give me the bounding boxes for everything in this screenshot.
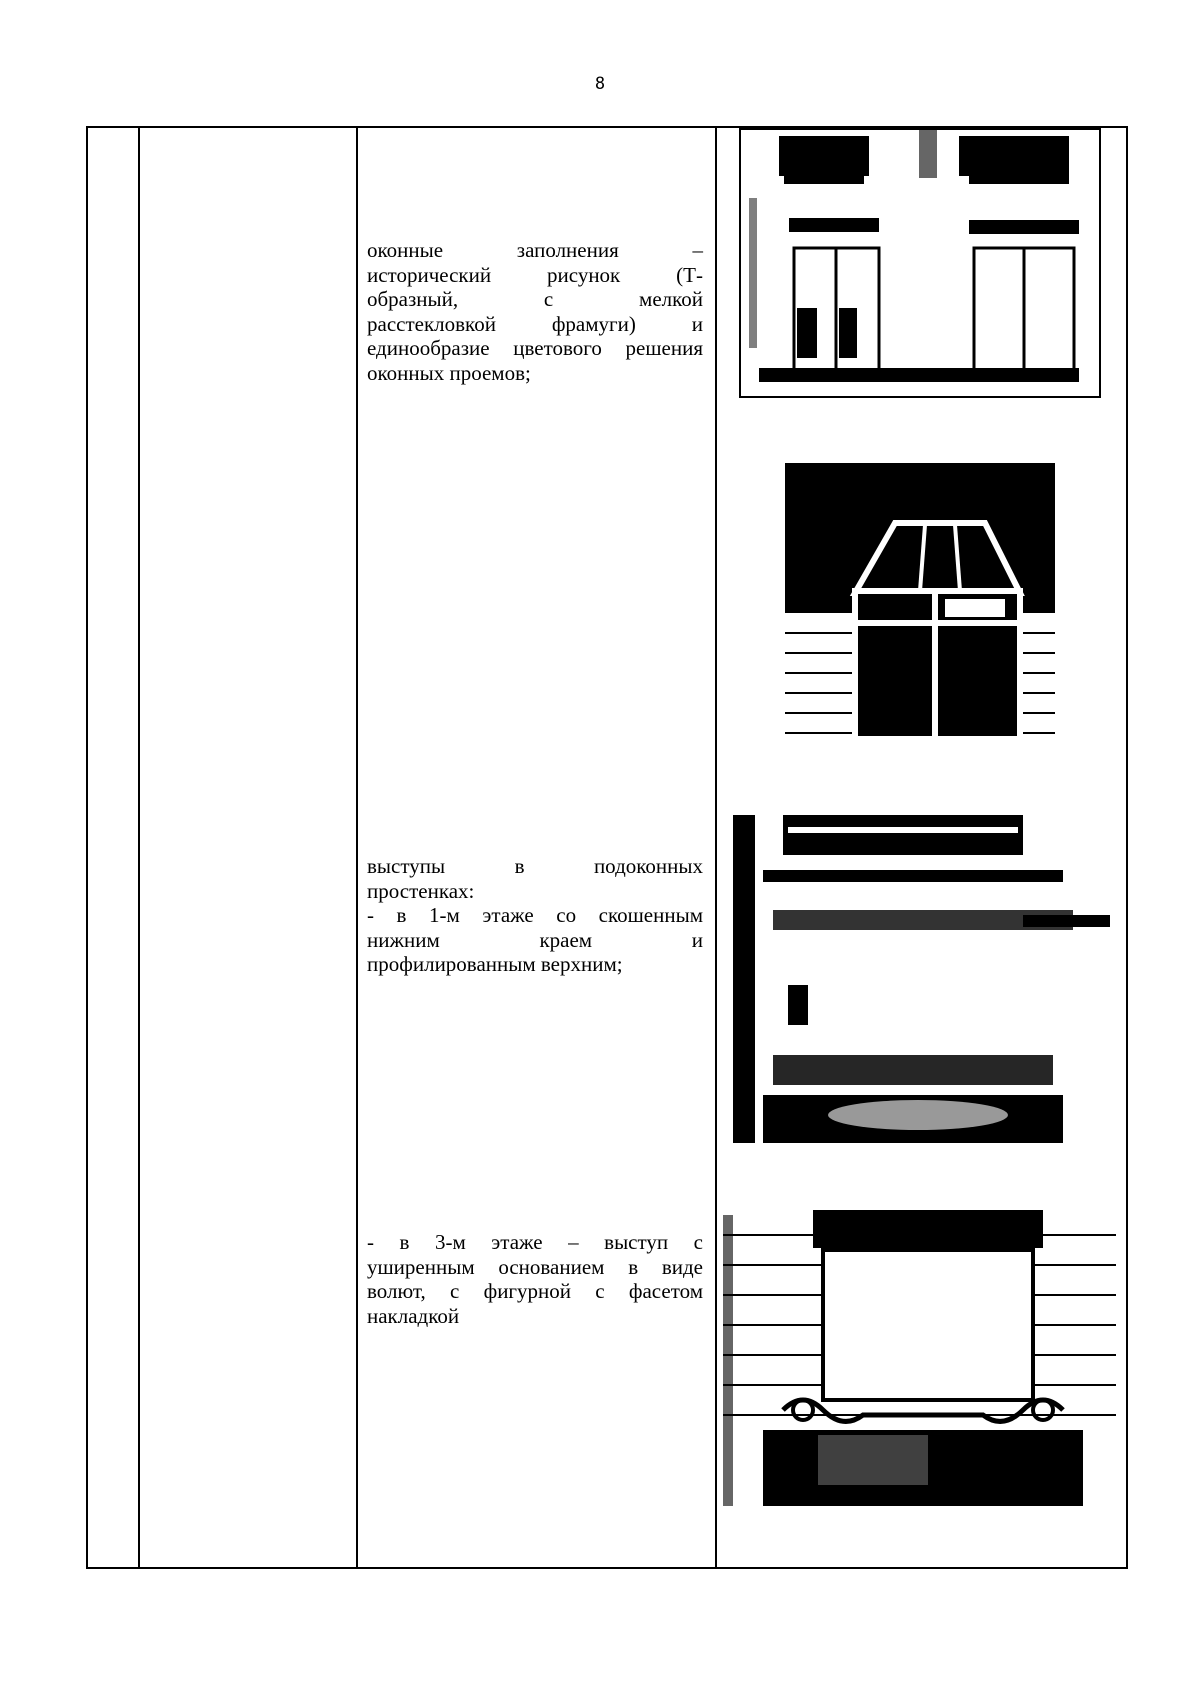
- description-window-casements: оконные заполнения – исторический рисунок (Т- образный, с мелкой расстекловкой фрамуги) и единообразие цветового решения оконных проемов;: [367, 238, 703, 385]
- description-sill-projections: выступы в подоконных простенках: - в 1-м этаже со скошенным нижним краем и профилированным верхним;: [367, 854, 703, 976]
- column-divider: [715, 128, 717, 1567]
- window-bay-photo: [785, 463, 1055, 751]
- sill-projection-photo: [733, 815, 1110, 1143]
- volute-projection-photo: [723, 1205, 1116, 1506]
- column-divider: [356, 128, 358, 1567]
- description-volute-projection: - в 3-м этаже – выступ с уширенным основанием в виде волют, с фигурной с фасетом накладкой: [367, 1230, 703, 1328]
- page-number: 8: [594, 74, 606, 94]
- window-casements-photo: [739, 128, 1101, 398]
- column-divider: [138, 128, 140, 1567]
